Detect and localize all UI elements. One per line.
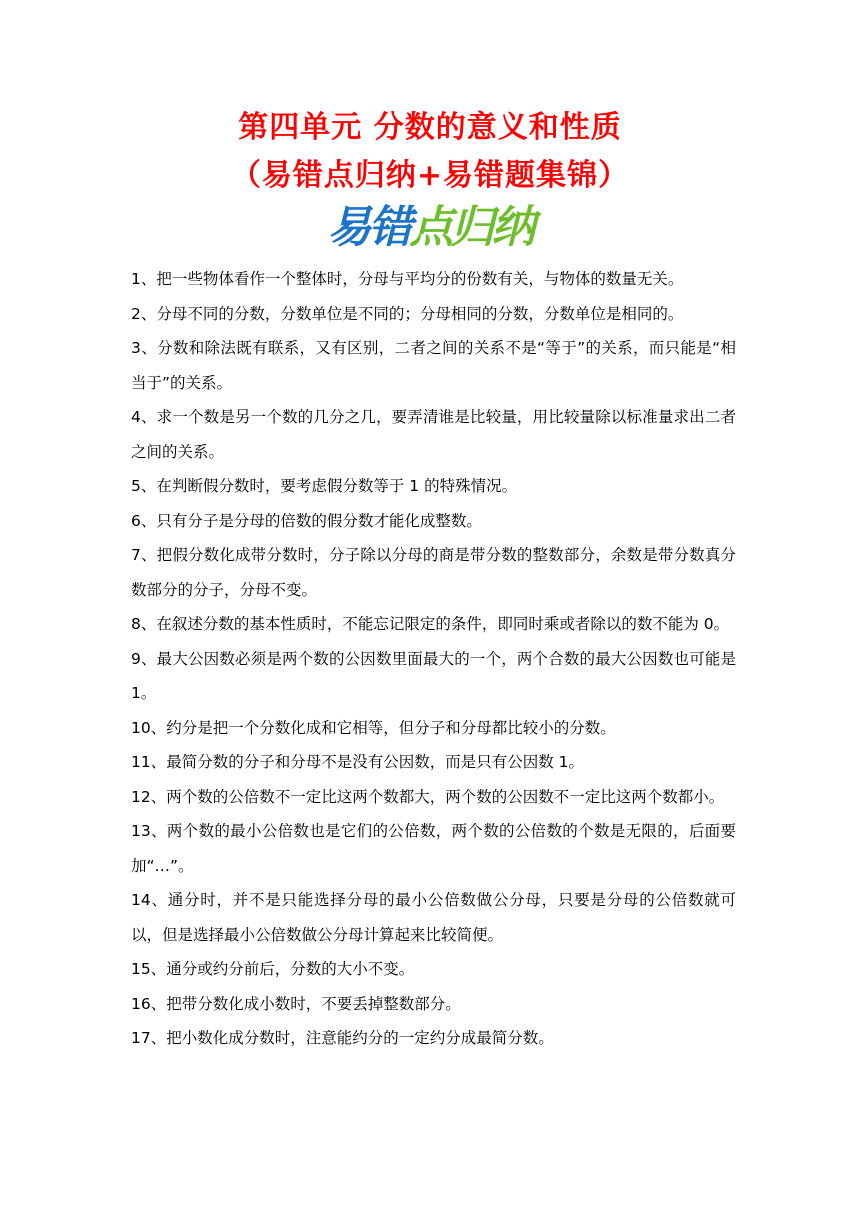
title-line-2: （易错点归纳+易错题集锦） [230, 158, 630, 193]
list-item: 11、最简分数的分子和分母不是没有公因数，而是只有公因数 1。 [131, 753, 585, 771]
list-item: 1、把一些物体看作一个整体时，分母与平均分的份数有关，与物体的数量无关。 [131, 270, 684, 288]
banner-part-2: 点归纳 [409, 202, 533, 253]
list-item: 8、在叙述分数的基本性质时，不能忘记限定的条件，即同时乘或者除以的数不能为 0。 [131, 615, 730, 633]
list-item: 13、两个数的最小公倍数也是它们的公倍数，两个数的公倍数的个数是无限的，后面要加“…”。 [131, 822, 736, 875]
list-item: 17、把小数化成分数时，注意能约分的一定约分成最简分数。 [131, 1029, 554, 1047]
list-item: 2、分母不同的分数，分数单位是不同的；分母相同的分数，分数单位是相同的。 [131, 304, 684, 323]
document-title [0, 104, 860, 200]
list-item: 14、通分时，并不是只能选择分母的最小公倍数做公分母，只要是分母的公倍数就可以，但是选择最小公倍数做公分母计算起来比较简便。 [131, 891, 736, 944]
list-item: 16、把带分数化成小数时，不要丢掉整数部分。 [131, 994, 461, 1013]
list-item: 5、在判断假分数时，要考虑假分数等于 1 的特殊情况。 [131, 477, 518, 495]
list-item: 15、通分或约分前后，分数的大小不变。 [131, 960, 415, 978]
list-item: 6、只有分子是分母的倍数的假分数才能化成整数。 [131, 511, 482, 530]
list-item: 7、把假分数化成带分数时，分子除以分母的商是带分数的整数部分，余数是带分数真分数部分的分子，分母不变。 [131, 546, 736, 599]
list-item: 3、分数和除法既有联系，又有区别，二者之间的关系不是“等于”的关系，而只能是“相当于”的关系。 [131, 339, 736, 392]
error-points-list [131, 262, 736, 1056]
banner-part-1: 易错 [327, 202, 410, 253]
list-item: 9、最大公因数必须是两个数的公因数里面最大的一个，两个合数的最大公因数也可能是 1。 [131, 649, 736, 702]
list-item: 10、约分是把一个分数化成和它相等，但分子和分母都比较小的分数。 [131, 718, 616, 737]
section-banner [0, 200, 860, 256]
list-item: 4、求一个数是另一个数的几分之几，要弄清谁是比较量，用比较量除以标准量求出二者之间的关系。 [131, 408, 736, 461]
list-item: 12、两个数的公倍数不一定比这两个数都大，两个数的公因数不一定比这两个数都小。 [131, 787, 725, 806]
title-line-1: 第四单元 分数的意义和性质 [238, 110, 622, 145]
